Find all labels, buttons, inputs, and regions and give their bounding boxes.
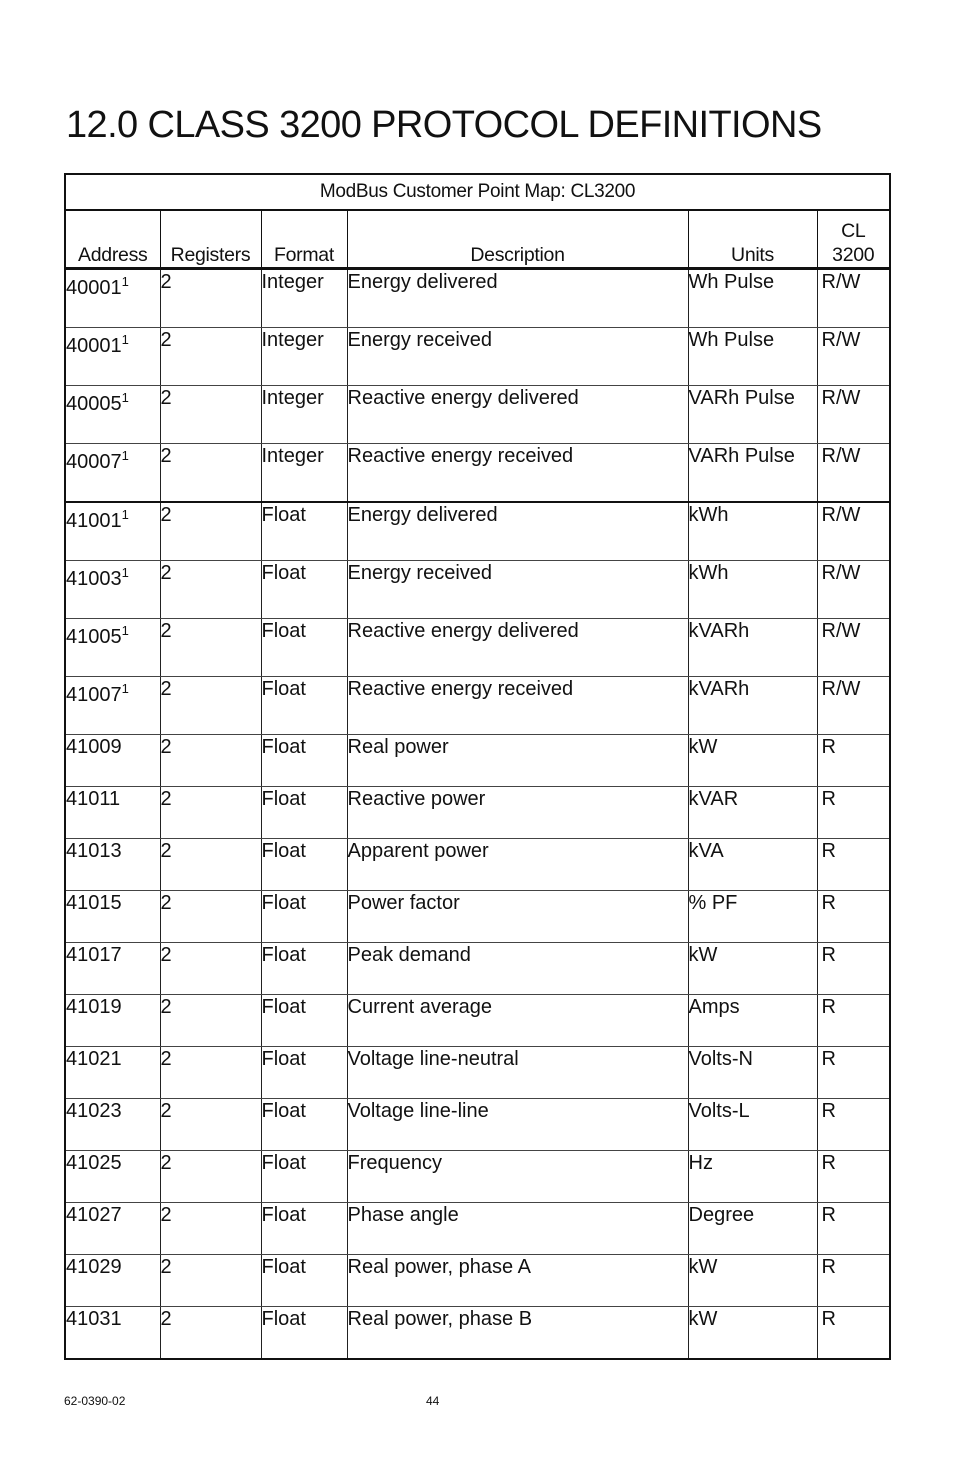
cell-registers: 2 [160, 502, 261, 561]
table-row [65, 386, 890, 444]
cell-access: R/W [817, 502, 890, 561]
cell-description: Energy delivered [347, 502, 688, 561]
cell-access: R [817, 1047, 890, 1099]
cell-description: Power factor [347, 891, 688, 943]
cell-access: R [817, 839, 890, 891]
address-value: 40005 [66, 393, 122, 415]
cell-units: Volts-N [688, 1047, 817, 1099]
footer-doc-number: 62-0390-02 [64, 1394, 126, 1408]
cell-description: Energy received [347, 561, 688, 619]
cell-address [65, 619, 160, 677]
cell-registers: 2 [160, 269, 261, 328]
address-value: 41011 [66, 788, 121, 810]
cell-description: Peak demand [347, 943, 688, 995]
cell-access: R/W [817, 561, 890, 619]
cell-format: Float [261, 561, 347, 619]
address-value: 40007 [66, 451, 122, 473]
cell-description: Reactive energy received [347, 677, 688, 735]
cell-description: Voltage line-neutral [347, 1047, 688, 1099]
cell-description: Current average [347, 995, 688, 1047]
cell-format: Integer [261, 444, 347, 503]
cell-address [65, 891, 160, 943]
table-row [65, 269, 890, 328]
cell-registers: 2 [160, 995, 261, 1047]
cell-format: Integer [261, 269, 347, 328]
cell-address [65, 1099, 160, 1151]
cell-units: Hz [688, 1151, 817, 1203]
cell-access: R [817, 1099, 890, 1151]
table-row [65, 328, 890, 386]
cell-format: Float [261, 1203, 347, 1255]
footnote-marker: 1 [121, 332, 129, 347]
cell-format: Float [261, 839, 347, 891]
table-row [65, 735, 890, 787]
address-value: 41013 [66, 840, 122, 862]
cell-registers: 2 [160, 328, 261, 386]
cell-access: R [817, 1151, 890, 1203]
address-value: 41027 [66, 1204, 122, 1226]
cell-address [65, 444, 160, 503]
table-row [65, 444, 890, 503]
cell-registers: 2 [160, 787, 261, 839]
cell-address [65, 995, 160, 1047]
cell-registers: 2 [160, 891, 261, 943]
cell-access: R [817, 891, 890, 943]
address-value: 41001 [66, 510, 122, 532]
cell-address [65, 735, 160, 787]
header-format: Format [261, 210, 347, 269]
address-value: 41019 [66, 996, 122, 1018]
cell-address [65, 269, 160, 328]
cell-units: kVA [688, 839, 817, 891]
point-map-table [64, 173, 891, 1360]
cell-units: kWh [688, 561, 817, 619]
header-cl3200 [817, 210, 890, 269]
address-value: 41015 [66, 892, 122, 914]
table-row [65, 1151, 890, 1203]
cell-units: Amps [688, 995, 817, 1047]
cell-format: Float [261, 1099, 347, 1151]
cell-format: Float [261, 735, 347, 787]
cell-description: Energy received [347, 328, 688, 386]
cell-units: kW [688, 1255, 817, 1307]
footnote-marker: 1 [121, 623, 129, 638]
cell-format: Float [261, 1307, 347, 1360]
cell-registers: 2 [160, 1255, 261, 1307]
table-caption: ModBus Customer Point Map: CL3200 [65, 174, 890, 210]
cell-access: R/W [817, 328, 890, 386]
cell-description: Phase angle [347, 1203, 688, 1255]
cell-registers: 2 [160, 1203, 261, 1255]
page-title: 12.0 CLASS 3200 PROTOCOL DEFINITIONS [66, 104, 822, 146]
header-units: Units [688, 210, 817, 269]
cell-address [65, 787, 160, 839]
cell-address [65, 561, 160, 619]
footnote-marker: 1 [121, 448, 129, 463]
cell-registers: 2 [160, 619, 261, 677]
footnote-marker: 1 [121, 565, 129, 580]
cell-format: Float [261, 502, 347, 561]
table-row [65, 839, 890, 891]
cell-description: Voltage line-line [347, 1099, 688, 1151]
table-row [65, 1099, 890, 1151]
cell-access: R [817, 735, 890, 787]
cell-description: Reactive energy delivered [347, 619, 688, 677]
cell-registers: 2 [160, 839, 261, 891]
cell-registers: 2 [160, 677, 261, 735]
header-cl3200-line1: CL [841, 220, 866, 242]
cell-description: Energy delivered [347, 269, 688, 328]
cell-units: Degree [688, 1203, 817, 1255]
cell-access: R [817, 943, 890, 995]
cell-format: Float [261, 943, 347, 995]
cell-description: Frequency [347, 1151, 688, 1203]
cell-address [65, 677, 160, 735]
address-value: 41021 [66, 1048, 122, 1070]
address-value: 41017 [66, 944, 122, 966]
footnote-marker: 1 [121, 390, 129, 405]
cell-units: kW [688, 1307, 817, 1360]
cell-access: R/W [817, 386, 890, 444]
cell-format: Float [261, 891, 347, 943]
table-row [65, 677, 890, 735]
cell-registers: 2 [160, 1099, 261, 1151]
cell-access: R [817, 1307, 890, 1360]
cell-units: kVARh [688, 619, 817, 677]
table-row [65, 1255, 890, 1307]
footnote-marker: 1 [121, 274, 129, 289]
cell-format: Integer [261, 386, 347, 444]
cell-units: % PF [688, 891, 817, 943]
cell-access: R [817, 1203, 890, 1255]
address-value: 41007 [66, 684, 122, 706]
cell-format: Float [261, 1151, 347, 1203]
cell-address [65, 328, 160, 386]
cell-registers: 2 [160, 943, 261, 995]
cell-address [65, 386, 160, 444]
address-value: 40001 [66, 277, 122, 299]
table-row [65, 787, 890, 839]
cell-access: R [817, 787, 890, 839]
table-row [65, 561, 890, 619]
cell-units: VARh Pulse [688, 444, 817, 503]
cell-format: Float [261, 619, 347, 677]
cell-units: kVAR [688, 787, 817, 839]
address-value: 40001 [66, 335, 122, 357]
cell-access: R [817, 1255, 890, 1307]
cell-description: Real power, phase B [347, 1307, 688, 1360]
cell-address [65, 1255, 160, 1307]
cell-registers: 2 [160, 386, 261, 444]
table-row [65, 891, 890, 943]
cell-units: Wh Pulse [688, 269, 817, 328]
cell-address [65, 1047, 160, 1099]
cell-units: kW [688, 735, 817, 787]
cell-registers: 2 [160, 735, 261, 787]
cell-address [65, 1307, 160, 1360]
address-value: 41025 [66, 1152, 122, 1174]
cell-description: Reactive energy received [347, 444, 688, 503]
cell-format: Float [261, 1047, 347, 1099]
cell-address [65, 839, 160, 891]
footnote-marker: 1 [121, 681, 129, 696]
cell-address [65, 502, 160, 561]
cell-registers: 2 [160, 1151, 261, 1203]
cell-description: Real power [347, 735, 688, 787]
address-value: 41031 [66, 1308, 122, 1330]
cell-access: R [817, 995, 890, 1047]
cell-format: Float [261, 677, 347, 735]
cell-description: Reactive energy delivered [347, 386, 688, 444]
cell-access: R/W [817, 619, 890, 677]
cell-address [65, 1151, 160, 1203]
cell-units: Volts-L [688, 1099, 817, 1151]
point-map-table-container [64, 173, 889, 1360]
cell-registers: 2 [160, 1307, 261, 1360]
cell-format: Integer [261, 328, 347, 386]
cell-description: Reactive power [347, 787, 688, 839]
footnote-marker: 1 [121, 507, 129, 522]
cell-access: R/W [817, 677, 890, 735]
header-address: Address [65, 210, 160, 269]
footer-page-number: 44 [426, 1394, 440, 1408]
cell-description: Real power, phase A [347, 1255, 688, 1307]
cell-access: R/W [817, 444, 890, 503]
header-registers: Registers [160, 210, 261, 269]
table-row [65, 943, 890, 995]
cell-address [65, 943, 160, 995]
cell-units: kVARh [688, 677, 817, 735]
address-value: 41005 [66, 626, 122, 648]
cell-description: Apparent power [347, 839, 688, 891]
cell-format: Float [261, 787, 347, 839]
table-row [65, 995, 890, 1047]
table-row [65, 1307, 890, 1360]
cell-registers: 2 [160, 444, 261, 503]
cell-format: Float [261, 995, 347, 1047]
table-row [65, 1047, 890, 1099]
address-value: 41009 [66, 736, 122, 758]
cell-registers: 2 [160, 1047, 261, 1099]
cell-access: R/W [817, 269, 890, 328]
header-cl3200-line2: 3200 [832, 244, 875, 266]
table-row [65, 619, 890, 677]
cell-units: kW [688, 943, 817, 995]
table-body [65, 269, 890, 1360]
address-value: 41023 [66, 1100, 122, 1122]
cell-registers: 2 [160, 561, 261, 619]
table-row [65, 502, 890, 561]
table-row [65, 1203, 890, 1255]
cell-format: Float [261, 1255, 347, 1307]
cell-units: Wh Pulse [688, 328, 817, 386]
cell-units: VARh Pulse [688, 386, 817, 444]
address-value: 41003 [66, 568, 122, 590]
address-value: 41029 [66, 1256, 122, 1278]
cell-address [65, 1203, 160, 1255]
cell-units: kWh [688, 502, 817, 561]
header-description: Description [347, 210, 688, 269]
